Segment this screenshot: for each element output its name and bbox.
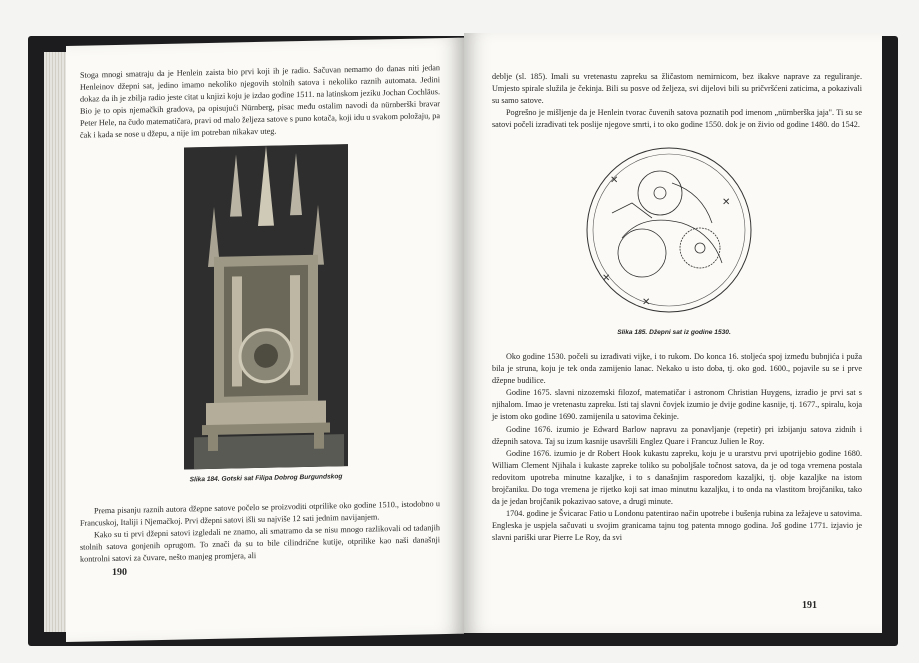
figure-caption: Slika 184. Gotski sat Filipa Dobrog Burgundskog <box>189 473 343 484</box>
right-top-text <box>492 71 862 131</box>
paragraph: Pogrešno je mišljenje da je Henlein tvorac čuvenih satova poznatih pod imenom „nürnberška jaja". Ti su se satovi počeli izrađivati tek poslije njegove smrti, i to oko godine 1550. dok je on živio od godine 1480. do 1542. <box>492 108 862 130</box>
paragraph: Godine 1675. slavni nizozemski filozof, matematičar i astronom Christian Huygens, izradio je prvi sat s njihalom. Imao je vretenastu zapreku. Isti taj slavni čovjek izumio je dvije godine kasnije, tj. 1677., spiralu, koja je istom oko godine 1690. zamijenila u satovima čekinje. <box>492 388 862 422</box>
page-number: 191 <box>802 600 817 611</box>
svg-text:✕: ✕ <box>722 197 731 208</box>
paragraph: 1704. godine je Švicarac Fatio u Londonu patentirao način upotrebe i bušenja rubina za ležajeve u satovima. Engleska je uspjela sačuvati u svojim granicama tajnu tog patenta mnogo godina. Još godine 1771. izjavio je slavni pariški urar Pierre Le Roy, da svi <box>492 509 862 543</box>
paragraph: Kako su ti prvi džepni satovi izgledali ne znamo, ali smatramo da se nisu mnogo razlikovali od tadanjih stolnih satova gonjenih oprugom. To znači da su to bile cilindrične kutije, otprilike kao naši današnji kontrolni satovi za čuvare, nešto manjeg promjera, ali <box>80 523 440 565</box>
pocket-watch-diagram <box>582 143 757 318</box>
figure-caption: Slika 185. Džepni sat iz godine 1530. <box>617 329 731 336</box>
paragraph: Prema pisanju raznih autora džepne satove počelo se proizvoditi otprilike oko godine 1510., istodobno u Francuskoj, Italiji i Njemačkoj. Prvi džepni satovi išli su najviše 12 sati jednim navijanjem. <box>80 499 440 528</box>
page-number: 190 <box>112 566 127 579</box>
right-bottom-text <box>492 351 862 545</box>
paragraph: Godine 1676. izumio je Edward Barlow napravu za ponavljanje (repetir) pri izbijanju satova zidnih i džepnih satova. Taj su izum kasnije usavršili Englez Quare i Francuz Julien le Roy. <box>492 424 862 446</box>
paragraph: Oko godine 1530. počeli su izrađivati vijke, i to rukom. Do konca 16. stoljeća spoj između bubnjića i puža bila je struna, koju je tek onda zamijenio lanac. Nekako u isto doba, tj. oko god. 1600., pojavile su se i prve džepne budilice. <box>492 352 862 386</box>
svg-text:✕: ✕ <box>602 273 611 284</box>
svg-text:✕: ✕ <box>610 175 619 186</box>
left-bottom-text <box>80 498 440 566</box>
svg-text:✕: ✕ <box>642 297 651 308</box>
paragraph: Stoga mnogi smatraju da je Henlein zaista bio prvi koji ih je radio. Sačuvan nemamo do danas niti jedan Henleinov džepni sat, jedino imamo nekoliko njegovih stolnih satova i nekoliko raznih automata. Jedini dokaz da ih je zbilja radio jeste citat u knjizi koju je izdao godine 1511. na latinskom jeziku Jochan Cochläus. Bio je to opis njemačkih gradova, pa opisujući Nürnberg, pisac među ostalim navodi da nürnberški bravar Peter Hele, na čudo matematičara, pravi od malo željeza satove s puno kotača, koji idu u svakom položaju, pa čak i kada se nose u džepu, a nije im potreban nikakav uteg. <box>80 63 440 141</box>
gothic-clock-photo <box>184 144 348 469</box>
paragraph: deblje (sl. 185). Imali su vretenastu zapreku sa žličastom nemirnicom, bez ikakve naprave za reguliranje. Umjesto spirale služila je čekinja. Bili su posve od željeza, svi dijelovi bili su pričvršćeni zaticima, a pokazivali su samo satove. <box>492 72 862 106</box>
left-top-text <box>80 62 440 142</box>
left-page <box>66 38 464 642</box>
right-page <box>464 33 882 633</box>
paragraph: Godine 1676. izumio je dr Robert Hook kukastu zapreku, koju je u urarstvu prvi upotrijebio godine 1680. William Clement Njihala i kukaste zapreke toliko su poboljšale točnost satova, da je od toga vremena postala redovitom upotreba minutne kazaljke, i to s današnjim rasporedom kazaljki, tj. obje kazaljke na istom brojčaniku. Do toga vremena je rijetko koji sat imao minutnu kazaljku, i to onda na vlastitom brojčaniku, tako da je jedan brojčanik pokazivao satove, a drugi minute. <box>492 448 862 507</box>
